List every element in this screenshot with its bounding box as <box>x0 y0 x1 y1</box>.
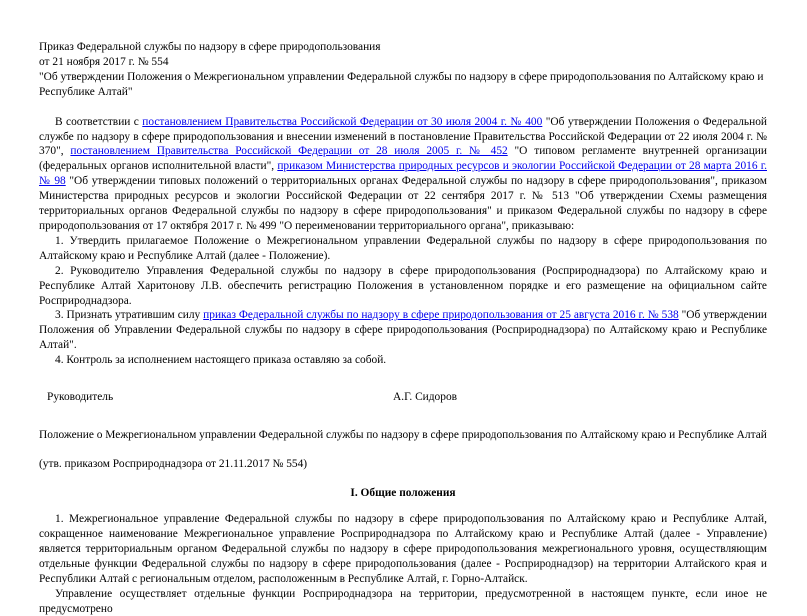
preamble-text: "Об утверждении Положения о Федеральной службе по надзору в сфере природопользования и внесении изменений в постановление Правительства Российской Федерации от 22 июля 2004 г. № 370", <box>39 115 767 158</box>
document <box>39 40 767 616</box>
signature-block <box>39 390 767 405</box>
signer-name: А.Г. Сидоров <box>393 391 458 404</box>
regulation-approval-note: (утв. приказом Росприроднадзора от 21.11.2017 № 554) <box>39 457 308 470</box>
regulation-clause-1: 1. Межрегиональное управление Федеральной службы по надзору в сфере природопользования по Алтайскому краю и Республике Алтай, сокращенное наименование Межрегиональное управление Росприроднадзора по Алтайскому краю и Республике Алтай (далее - Управление) является территориальным органом Федеральной службы по надзору в сфере природопользования межрегионального уровня, осуществляющим отдельные функции Федеральной службы по надзору в сфере природопользования (далее - Росприроднадзор) на территории Алтайского края и Республики Алтай с региональным отделом, расположенным в Республике Алтай, г. Горно-Алтайск. <box>39 513 767 585</box>
order-title: Приказ Федеральной службы по надзору в сфере природопользования <box>39 41 381 53</box>
order-98-link[interactable]: приказом Министерства природных ресурсов и экологии Российской Федерации от 28 марта 2016 г. № 98 <box>39 160 767 188</box>
clause-3-text: "Об утверждении Положения об Управлении Федеральной службы по надзору в сфере природопользования (Росприроднадзора) по Алтайскому краю и Республике Алтай". <box>39 309 768 352</box>
clause-3 <box>39 308 767 353</box>
regulation-title: Положение о Межрегиональном управлении Федеральной службы по надзору в сфере природопользования по Алтайскому краю и Республике Алтай <box>39 429 767 442</box>
signer-role: Руководитель <box>47 391 114 404</box>
clause-2: 2. Руководителю Управления Федеральной службы по надзору в сфере природопользования (Росприроднадзора) по Алтайскому краю и Республике Алтай Харитонову Л.В. обеспечить регистрацию Положения в установленном порядке и его размещение на официальном сайте Росприроднадзора. <box>39 264 767 307</box>
order-date: от 21 ноября 2017 г. № 554 <box>39 55 169 68</box>
decree-400-link[interactable]: постановлением Правительства Российской Федерации от 30 июля 2004 г. № 400 <box>142 115 543 128</box>
clause-3-text: 3. Признать утратившим силу <box>55 309 204 322</box>
order-538-link[interactable]: приказ Федеральной службы по надзору в сфере природопользования от 25 августа 2016 г. № 538 <box>203 309 679 322</box>
preamble-text: "О типовом регламенте внутренней организации (федеральных органов исполнительной власти", <box>39 145 768 173</box>
regulation-clause-1-continuation: Управление осуществляет отдельные функции Росприроднадзора на территории, предусмотренной в настоящем пункте, если иное не предусмотрено <box>39 587 767 615</box>
clause-4: 4. Контроль за исполнением настоящего приказа оставляю за собой. <box>55 354 387 367</box>
order-subject: "Об утверждении Положения о Межрегиональном управлении Федеральной службы по надзору в сфере природопользования по Алтайскому краю и Республике Алтай" <box>39 70 764 98</box>
preamble-paragraph <box>39 115 767 234</box>
section-heading: I. Общие положения <box>350 486 456 499</box>
preamble-text: В соответствии с <box>55 115 143 128</box>
decree-452-link[interactable]: постановлением Правительства Российской Федерации от 28 июля 2005 г. № 452 <box>70 145 508 158</box>
preamble-text: "Об утверждении типовых положений о территориальных органах Федеральной службы по надзору в сфере природопользования", приказом Министерства природных ресурсов и экологии Российской Федерации от 22 сентября 2017 г. № 513 "Об утверждении Схемы размещения территориальных органов Федеральной службы по надзору в сфере природопользования" и приказом Федеральной службы по надзору в сфере природопользования от 17 октября 2017 г. № 499 "О переименовании территориального органа", приказываю: <box>39 175 767 232</box>
clause-1: 1. Утвердить прилагаемое Положение о Межрегиональном управлении Федеральной службы по надзору в сфере природопользования по Алтайскому краю и Республике Алтай (далее - Положение). <box>39 234 767 262</box>
